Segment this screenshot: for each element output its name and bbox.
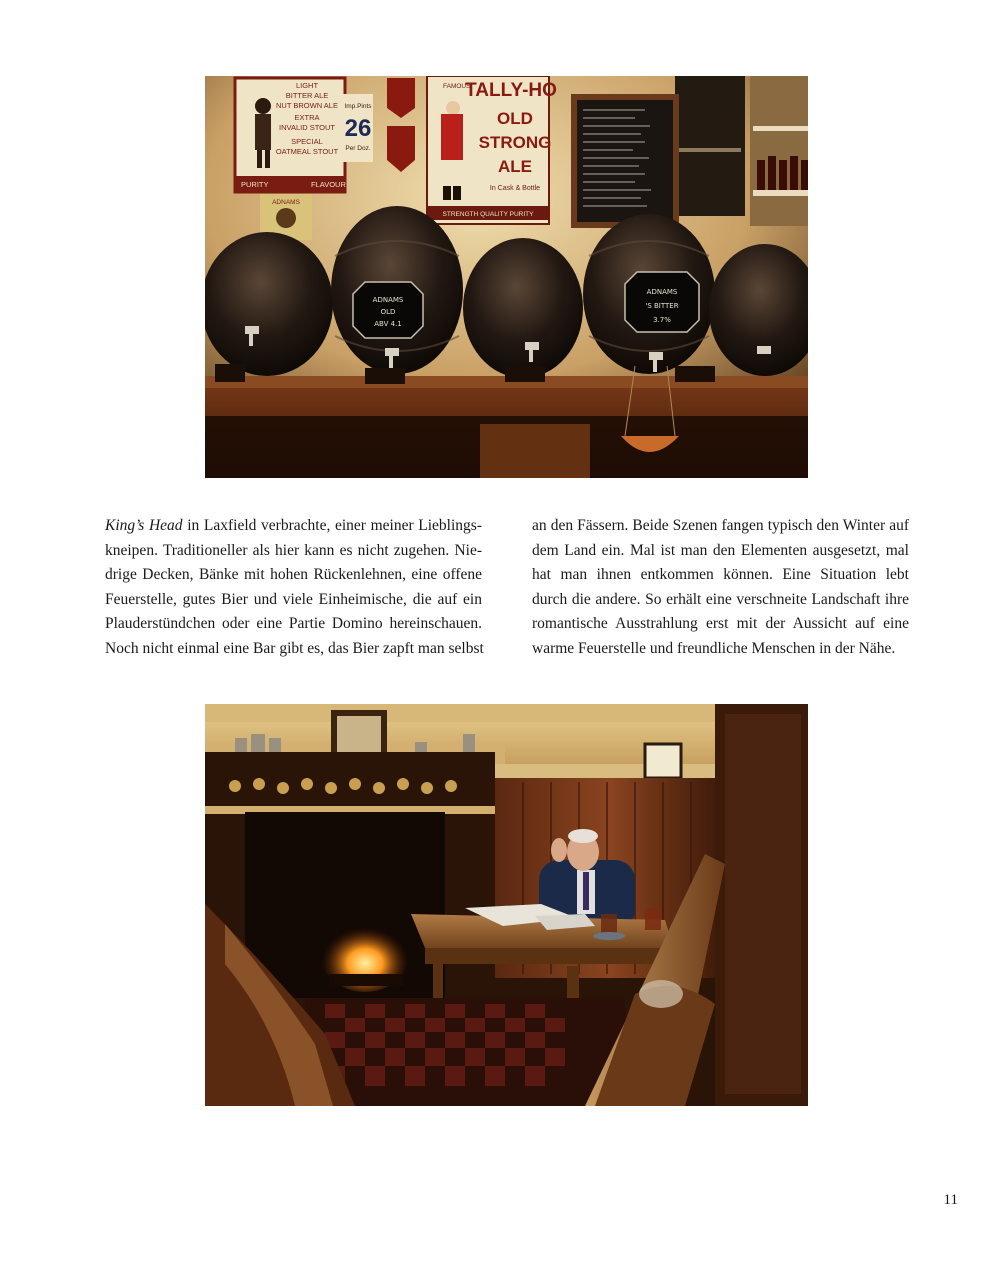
sign1-line-3: EXTRA [294,113,320,122]
tallyho-line-0: OLD [497,109,533,128]
text-line: durch die andere. So erhält eine verschneite Landschaft ihre [532,590,909,608]
text-column-right [532,514,909,661]
page-number: 11 [943,1192,958,1208]
photo-casks-illustration [205,76,808,478]
checkered-floor [305,998,625,1106]
text-line: warme Feuerstelle und freundliche Menschen in der Nähe. [532,639,896,657]
text-line: drige Decken, Bänke mit hohen Rückenlehnen, eine offene [105,566,482,583]
paragraph-left [105,514,482,661]
text-line: Feuerstelle, gutes Bier und viele Einheimische, die auf ein [105,590,482,608]
tally-ho-sign [427,76,557,224]
chalkboard-menu [571,94,679,228]
cask1-label-0: ADNAMS [372,296,404,304]
adnams-small-text: ADNAMS [272,199,300,206]
text-line [105,514,482,539]
photo-fireside-illustration [205,704,808,1106]
sign1-footer-left: PURITY [241,180,269,189]
price-number: 26 [344,115,372,142]
paragraph-right [532,514,909,661]
price-line: Imp.Pints [344,103,372,110]
cask1-label-2: ABV 4.1 [374,320,402,328]
sign1-line-1: BITTER ALE [285,91,329,100]
cask2-label-2: 3.7% [653,316,671,324]
cask2-label-1: 'S BITTER [645,302,679,310]
price-unit: Per Doz. [345,145,371,152]
price-sign [343,94,373,162]
sign1-footer-right: FLAVOUR [311,180,346,189]
text-line: dem Land ein. Mal ist man den Elementen ausgesetzt, mal [532,541,909,559]
text-line: Noch nicht einmal eine Bar gibt es, das Bier zapft man selbst [105,639,484,657]
text-line: Plauderstündchen oder eine Partie Domino hereinschauen. [105,615,482,632]
text-line-rest: in Laxfield verbrachte, einer meiner Lieblings- [182,517,482,534]
sign1-line-2: NUT BROWN ALE [276,101,338,110]
text-column-left [105,514,482,661]
tallyho-sub: In Cask & Bottle [489,185,541,192]
text-line: romantische Ausstrahlung erst mit der Aussicht auf eine [532,615,909,632]
cask2-label-0: ADNAMS [646,288,678,296]
sign1-line-0: LIGHT [295,81,319,90]
photo-casks [205,76,808,478]
text-line: hat man ihnen entkommen können. Eine Situation lebt [532,566,909,583]
tallyho-famous: FAMOUS [443,83,471,90]
tallyho-line-1: STRONG [478,133,552,152]
cask1-label-1: OLD [380,308,396,316]
text-line: kneipen. Traditioneller als hier kann es nicht zugehen. Nie- [105,541,482,559]
sign1-line-6: OATMEAL STOUT [275,147,339,156]
tallyho-title: TALLY-HO [465,80,557,101]
sign1-line-4: INVALID STOUT [279,123,335,132]
text-line: an den Fässern. Beide Szenen fangen typisch den Winter auf [532,517,909,534]
light-bitter-ale-sign [235,78,346,192]
tallyho-footer: STRENGTH QUALITY PURITY [442,211,534,218]
sign1-line-5: SPECIAL [291,137,323,146]
photo-fireside [205,704,808,1106]
pub-name: King’s Head [105,517,183,534]
tallyho-line-2: ALE [498,157,532,176]
